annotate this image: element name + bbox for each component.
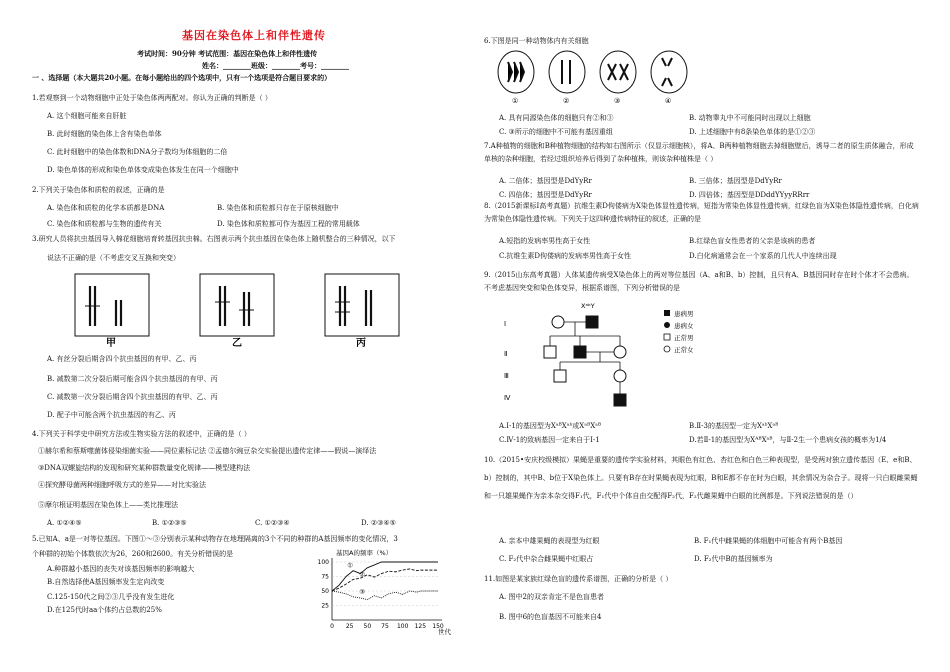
series-label: ① [347, 561, 354, 570]
option[interactable]: B. F₁代中雌果蝇的体细胞中可能含有两个B基因 [694, 537, 843, 545]
chart-title: 基因A的频率（%） [336, 549, 393, 557]
series-label: ② [359, 570, 366, 579]
option[interactable]: A. 图中2的双亲肯定不是色盲患者 [499, 593, 604, 601]
option[interactable]: D. 染色单体的形成和染色单体变成染色体发生在同一个细胞中 [47, 166, 239, 174]
option[interactable]: B.红绿色盲女性患者的父亲是该病的患者 [689, 237, 816, 245]
option[interactable]: B. 染色体和质粒都只存在于原核细胞中 [217, 204, 339, 212]
option[interactable]: C. F₂代中杂合雌果蝇中红眼占 [499, 555, 594, 563]
question-stem-cont: 说法不正确的是（不考虑交叉互换和突变） [47, 254, 180, 262]
figure-label: ③ [614, 97, 621, 105]
option[interactable]: D.若Ⅱ-1的基因型为XᴬᴮXᵃᴮ，与Ⅱ-2生一个患病女孩的概率为1/4 [689, 436, 887, 444]
series-line [332, 569, 438, 591]
generation-label: Ⅳ [504, 394, 511, 402]
option[interactable]: D.在125代时aa个体约占总数的25% [47, 606, 162, 614]
generation-label: Ⅰ [504, 320, 507, 328]
y-tick-label: 75 [321, 573, 329, 581]
legend-label: 患病男 [674, 310, 694, 318]
y-tick-label: 50 [321, 588, 329, 595]
question-stem: 9.（2015山东高考真题）人体某遗传病受X染色体上的两对等位基因（A、a和B、b）控制，且只有A、B基因同时存在时个体才不会患病。不考虑基因突变和染色体变异，根据系谱图，下列分析错误的是 [484, 271, 914, 292]
option[interactable]: C. 四倍体；基因型是DdYyRr [499, 191, 592, 199]
option[interactable]: D. 四倍体；基因型是DDddYYyyRRrr [689, 191, 810, 199]
question-stem: 6.下图是同一种动物体内有关细胞 [484, 37, 589, 45]
series-line [332, 591, 438, 600]
y-tick-label: 100 [317, 559, 329, 566]
student-fields: 姓名：________班级：________考号：________ [202, 61, 349, 70]
option[interactable]: A.短指的发病率男性高于女性 [499, 237, 591, 245]
option[interactable]: B. 动物睾丸中不可能同时出现以上细胞 [689, 114, 811, 122]
option[interactable]: C. 减数第一次分裂后期含四个抗虫基因的有甲、乙、丙 [47, 393, 218, 401]
generation-label: Ⅲ [504, 372, 509, 380]
question-stem: 8.（2015新课标Ⅰ高考真题）抗维生素D佝偻病为X染色体显性遗传病，短指为常染色体显性遗传病，红绿色盲为X染色体隐性遗传病，白化病为常染色体隐性遗传病。下列关于这四种遗传病特征的叙述，正确的是 [484, 202, 919, 223]
option[interactable]: B. 此时细胞的染色体上含有染色单体 [47, 130, 162, 138]
option[interactable]: B. ①②③⑤ [152, 519, 187, 527]
option[interactable]: D. 染色体和质粒都可作为基因工程的常用载体 [217, 220, 360, 228]
question-stem: 4.下列关于科学史中研究方法或生物实验方法的叙述中，正确的是（ ） [32, 430, 251, 438]
option[interactable]: B. 三倍体；基因型是DdYyRr [689, 177, 782, 185]
x-tick-label: 50 [363, 623, 372, 630]
figure-label: ① [512, 97, 519, 105]
legend-label: 正常女 [674, 346, 694, 354]
option[interactable]: A. ①②④⑤ [47, 519, 82, 527]
page-title: 基因在染色体上和伴性遗传 [182, 29, 326, 42]
option[interactable]: D. ②③④⑤ [361, 519, 396, 527]
option[interactable]: C.抗维生素D佝偻病的发病率男性高于女性 [499, 252, 631, 260]
option[interactable]: A. 具有同源染色体的细胞只有②和③ [499, 114, 614, 122]
option[interactable]: D. 配子中可能含两个抗虫基因的有乙、丙 [47, 411, 176, 419]
figure-label: 甲 [106, 338, 116, 349]
x-tick-label: 125 [414, 623, 427, 630]
option[interactable]: B. 图中6的色盲基因不可能来自4 [499, 613, 602, 621]
option[interactable]: B.自然选择使A基因频率发生定向改变 [47, 578, 165, 586]
option[interactable]: D. 上述细胞中有8条染色单体的是①②③ [689, 128, 816, 136]
option[interactable]: C. ③所示的细胞中不可能有基因重组 [499, 128, 613, 136]
generation-label: Ⅱ [504, 350, 508, 358]
option[interactable]: C. 此时细胞中的染色体数和DNA分子数均为体细胞的二倍 [47, 148, 228, 156]
option[interactable]: B.Ⅱ-3的基因型一定为XᵃᵇXᵃᴮ [689, 422, 779, 430]
x-tick-label: 25 [345, 623, 354, 630]
option[interactable]: D. F₂代中B的基因频率为 [694, 555, 773, 563]
x-tick-label: 150 [432, 623, 444, 630]
allele-frequency-chart [310, 546, 470, 638]
exam-meta: 考试时间：90分钟 考试范围：基因在染色体上和伴性遗传 [137, 49, 318, 58]
question-stem: 5.已知A、a是一对等位基因。下图①～③分别表示某种动物存在地理隔离的3个不同的种群的A基因频率的变化情况，3 [32, 535, 398, 543]
figure-label: ④ [665, 97, 672, 105]
question-stem: 11.如图是某家族红绿色盲的遗传系谱图，正确的分析是（ ） [484, 575, 673, 583]
cell-division-figure [492, 48, 692, 106]
x-tick-label: 100 [396, 623, 409, 630]
option[interactable]: A. 有丝分裂后期含四个抗虫基因的有甲、乙、丙 [47, 355, 197, 363]
option[interactable]: D.白化病通常会在一个家系的几代人中连续出现 [689, 252, 837, 260]
legend-label: 正常男 [674, 334, 694, 342]
option[interactable]: A. 亲本中雄果蝇的表现型为红眼 [499, 537, 600, 545]
section-heading: 一 、选择题（本大题共20小题。在每小题给出的四个选项中，只有一个选项是符合题目要求的） [32, 73, 332, 82]
statement-item: ①赫尔希和蔡斯噬菌体侵染细菌实验——同位素标记法 ②孟德尔豌豆杂交实验提出遗传定律——假说—演绎法 [38, 447, 377, 455]
option[interactable]: C.Ⅳ-1的致病基因一定来自于Ⅰ-1 [499, 436, 600, 444]
figure-label: 丙 [356, 338, 366, 349]
option[interactable]: C. ①②③④ [255, 519, 290, 527]
genotype-label: XᵃᵇY [581, 302, 595, 310]
option[interactable]: A. 染色体和质粒的化学本质都是DNA [47, 204, 165, 212]
pedigree-chart-q9 [504, 296, 744, 414]
question-stem: 7.A种植物的细胞和B种植物细胞的结构如右图所示（仅显示细胞核），将A、B两种植物细胞去掉细胞壁后，诱导二者的原生质体融合，形成单核的杂种细胞，若经过组织培养后得到了杂种植株，则该杂种植株是（ ） [484, 142, 914, 163]
option[interactable]: C. 染色体和质粒都与生物的遗传有关 [47, 220, 162, 228]
x-tick-label: 0 [330, 623, 334, 630]
question-stem: 2.下列关于染色体和质粒的叙述，正确的是 [32, 186, 165, 194]
option[interactable]: A.Ⅰ-1的基因型为XᵃᴮXᵃᵇ或XᵃᴮXᵃᴮ [499, 422, 602, 430]
option[interactable]: C.125-150代之间②③几乎没有发生进化 [47, 593, 175, 601]
option[interactable]: A.种群越小基因的丧失对该基因频率的影响越大 [47, 565, 195, 573]
series-label: ③ [359, 587, 366, 596]
x-axis-label: 世代 [438, 628, 451, 636]
option[interactable]: A. 这个细胞可能来自肝脏 [47, 112, 127, 120]
y-tick-label: 25 [321, 602, 329, 610]
statement-item: ④探究酵母菌两种细胞呼吸方式的差异——对比实验法 [38, 481, 206, 489]
statement-item: ③DNA双螺旋结构的发现和研究某种群数量变化规律——模型建构法 [38, 464, 251, 472]
question-stem-cont: 个种群的初始个体数依次为26，260和2600。有关分析错误的是 [32, 550, 234, 558]
option[interactable]: A. 二倍体；基因型是DdYyRr [499, 177, 592, 185]
option[interactable]: B. 减数第二次分裂后期可能含四个抗虫基因的有甲、丙 [47, 375, 218, 383]
question-stem: 10.（2015•安庆校级模拟）果蝇是重要的遗传学实验材料，其眼色有红色、杏红色和白色三种表现型，是受两对独立遗传基因（E、e和B、b）控制的，其中B、b位于X染色体上。只要有B存在时果蝇表现为红眼，B和E都不存在时为白眼，其余情况为杂合子。现将一只白眼雌果蝇和一只雄果蝇作为亲本杂交得F₁代，F₁代中个体自由交配得F₂代，F₂代雌果蝇中白眼的比例都是。下列说法错误的是（） [484, 456, 918, 500]
figure-label: ② [563, 97, 570, 105]
question-stem: 3.研究人员将抗虫基因导入棉花细胞培育转基因抗虫棉。右图表示两个抗虫基因在染色体上随机整合的三种情况，以下 [32, 235, 396, 243]
legend-label: 患病女 [674, 322, 694, 330]
x-tick-label: 75 [381, 623, 389, 630]
statement-item: ⑤摩尔根证明基因在染色体上——类比推理法 [38, 501, 178, 509]
chromosome-figure [72, 272, 402, 350]
figure-label: 乙 [232, 338, 242, 349]
question-stem: 1.若观察到一个动物细胞中正处于染色体两两配对。你认为正确的判断是（ ） [32, 94, 272, 102]
